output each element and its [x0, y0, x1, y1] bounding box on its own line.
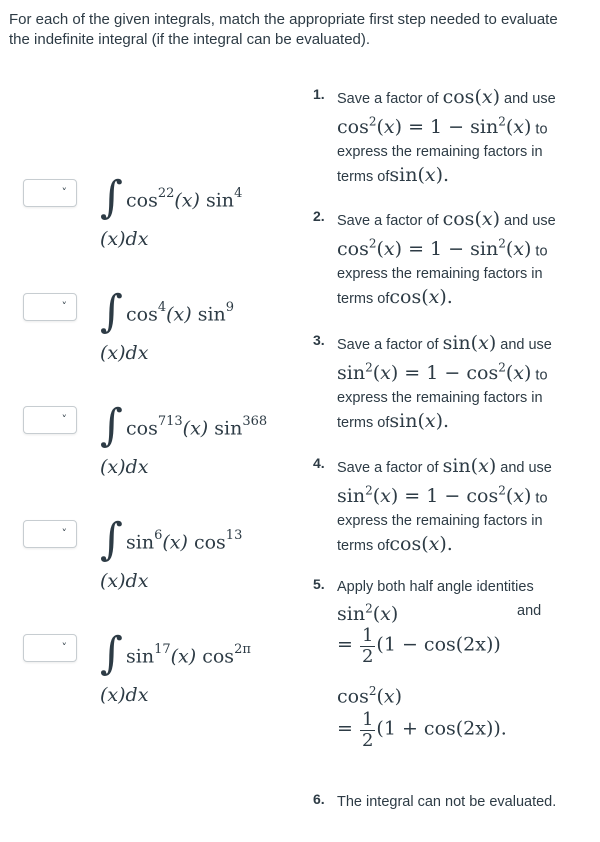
match-select-3[interactable] [23, 406, 77, 434]
match-select-1[interactable] [23, 179, 77, 207]
integral-dx: (x)dx [100, 228, 149, 250]
chevron-down-icon: ˅ [61, 641, 67, 654]
half-angle-sin: = $\frac{1}{2}$ (1 − cos(2x)) [337, 625, 501, 667]
chevron-down-icon: ˅ [61, 300, 67, 313]
integrand: $\cos^{713}(x)$ $\sin^{368}$ [126, 414, 268, 440]
chevron-down-icon: ˅ [61, 527, 67, 540]
match-select-5[interactable] [23, 634, 77, 662]
integrand: $\sin^6(x)$ $\cos^{13}$ [126, 528, 243, 554]
integral-dx: (x)dx [100, 456, 149, 478]
half-angle-cos: = $\frac{1}{2}$ (1 + cos(2x)). [337, 709, 507, 751]
chevron-down-icon: ˅ [61, 413, 67, 426]
integral-dx: (x)dx [100, 684, 149, 706]
match-select-4[interactable] [23, 520, 77, 548]
question-prompt [9, 10, 589, 50]
integral-dx: (x)dx [100, 570, 149, 592]
integral-sign: ∫ [100, 286, 123, 337]
integral-sign: ∫ [100, 628, 123, 679]
integral-dx: (x)dx [100, 342, 149, 364]
prompt-line-2: the indefinite integral (if the integral can be evaluated). [9, 31, 371, 48]
integrand: $\cos^{22}(x)$ $\sin^4$ [126, 186, 243, 212]
integrand: $\cos^4(x)$ $\sin^9$ [126, 300, 235, 326]
prompt-line-1: For each of the given integrals, match the appropriate first step needed to evaluate [9, 11, 558, 28]
answer-option-5: 5. Apply both half angle identities $\sin^2(x)$ and = $\frac{1}{2}$ (1 − cos(2x)) $\cos^2(x)$ = $\frac{1}{2}$ (1 + cos(2x)). [313, 576, 542, 751]
chevron-down-icon: ˅ [61, 186, 67, 199]
integral-sign: ∫ [100, 172, 123, 223]
integral-sign: ∫ [100, 514, 123, 565]
integrand: $\sin^{17}(x)$ $\cos^{2\pi}$ [126, 642, 251, 668]
integral-sign: ∫ [100, 400, 123, 451]
match-select-2[interactable] [23, 293, 77, 321]
